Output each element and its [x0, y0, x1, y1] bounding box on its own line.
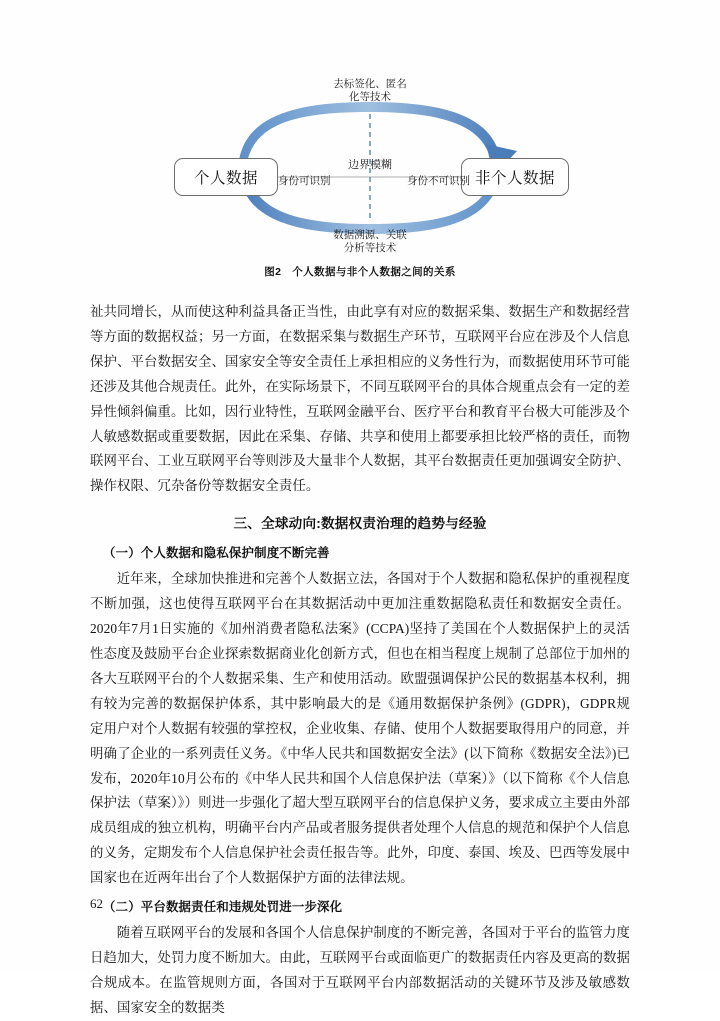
figure-2: [90, 72, 630, 290]
paragraph-3: 随着互联网平台的发展和各国个人信息保护制度的不断完善，各国对于平台的监管力度日趋加大，处罚力度不断加大。由此，互联网平台或面临更广的数据责任内容及更高的数据合规成本。在监管规则方面，各国对于互联网平台内部数据活动的关键环节及涉及敏感数据、国家安全的数据类: [90, 925, 630, 1015]
node-non-personal-data: 非个人数据: [461, 158, 569, 196]
section-heading-3: 三、全球动向:数据权责治理的趋势与经验: [233, 516, 487, 532]
paragraph-2: 近年来，全球加快推进和完善个人数据立法，各国对于个人数据和隐私保护的重视程度不断加强，这也使得互联网平台在其数据活动中更加注重数据隐私责任和数据安全责任。2020年7月1日实施的《加州消费者隐私法案》(CCPA)坚持了美国在个人数据保护上的灵活性态度及鼓励平台企业探索数据商业化创新方式，但也在相当程度上规制了总部位于加州的各大互联网平台的个人数据采集、生产和使用活动。欧盟强调保护公民的数据基本权利，拥有较为完善的数据保护体系，其中影响最大的是《通用数据保护条例》(GDPR)，GDPR规定用户对个人数据有较强的掌控权，企业收集、存储、使用个人数据要取得用户的同意，并明确了企业的一系列责任义务。《中华人民共和国数据安全法》(以下简称《数据安全法》)已发布，2020年10月公布的《中华人民共和国个人信息保护法（草案）》（以下简称《个人信息保护法（草案）》）则进一步强化了超大型互联网平台的信息保护义务，要求成立主要由外部成员组成的独立机构，明确平台内产品或者服务提供者处理个人信息的规范和保护个人信息的义务，定期发布个人信息保护社会责任报告等。此外，印度、泰国、埃及、巴西等发展中国家也在近两年出台了个人数据保护方面的法律法规。: [90, 571, 631, 886]
subsection-heading-1: （一）个人数据和隐私保护制度不断完善: [103, 546, 330, 561]
paragraph-1: 祉共同增长，从而使这种利益具备正当性，由此享有对应的数据采集、数据生产和数据经营等方面的数据权益；另一方面，在数据采集与数据生产环节，互联网平台应在涉及个人信息保护、平台数据安全、国家安全等安全责任上承担相应的义务性行为，而数据使用环节可能还涉及其他合规责任。此外，在实际场景下，不同互联网平台的具体合规重点会有一定的差异性倾斜偏重。比如，因行业特性，互联网金融平台、医疗平台和教育平台极大可能涉及个人敏感数据或重要数据，因此在采集、存储、共享和使用上都要承担比较严格的责任，而物联网平台、工业互联网平台等则涉及大量非个人数据，其平台数据责任更加强调安全防护、操作权限、冗杂备份等数据安全责任。: [90, 304, 630, 494]
label-bottom-arrow-line2: 分析等技术: [343, 242, 397, 255]
figure-caption: 图2 个人数据与非个人数据之间的关系: [264, 266, 456, 278]
label-bottom-arrow-line1: 数据溯源、关联: [333, 229, 407, 241]
subsection-heading-2: （二）平台数据责任和违规处罚进一步深化: [103, 900, 343, 915]
label-top-arrow-line2: 化等技术: [349, 91, 391, 104]
figure-canvas: [90, 72, 630, 262]
node-personal-data: 个人数据: [174, 158, 278, 196]
label-non-identifiable: 身份不可识别: [407, 175, 470, 187]
body-text-column: [90, 300, 630, 1021]
label-bottom-arrow: [295, 229, 445, 256]
page-number: 62: [90, 896, 103, 911]
label-boundary-blur: 边界模糊: [348, 159, 392, 171]
label-top-arrow-line1: 去标签化、匿名: [333, 78, 407, 90]
label-top-arrow: [295, 78, 445, 105]
label-identifiable: 身份可识别: [278, 175, 331, 187]
